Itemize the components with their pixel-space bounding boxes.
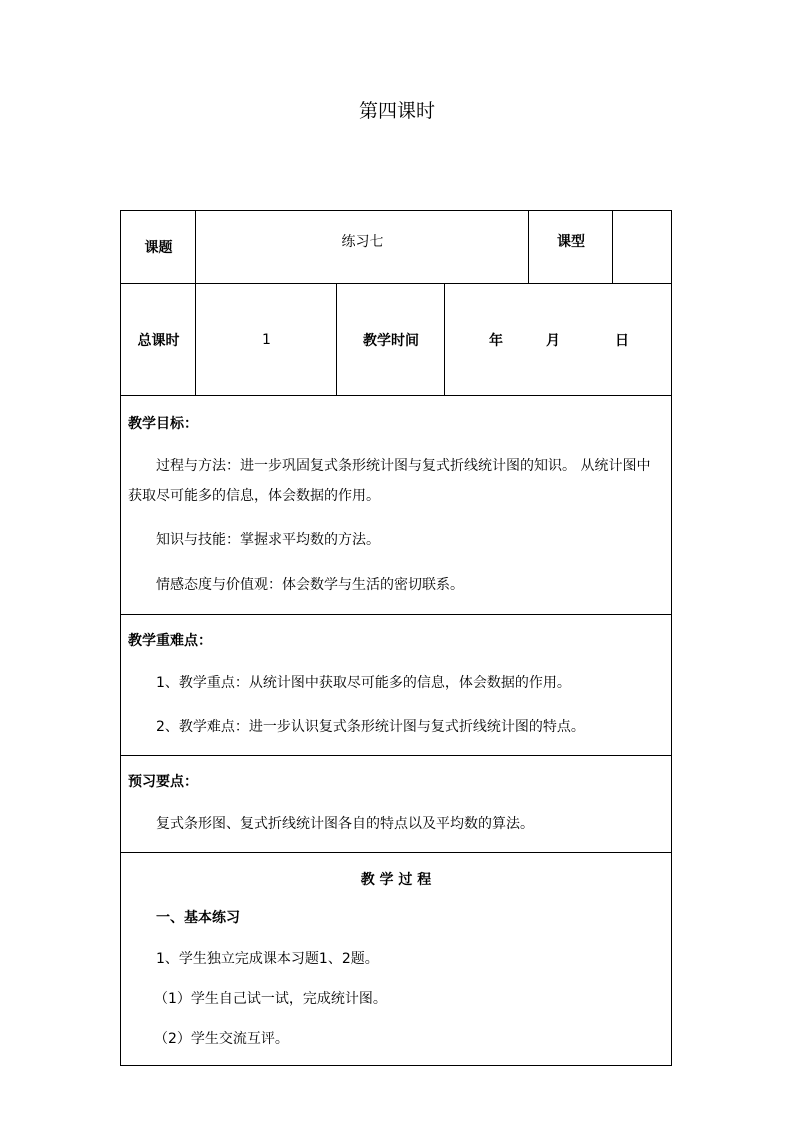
total-hours-label: 总课时 xyxy=(137,333,180,349)
process-item-1: 1、学生独立完成课本习题1、2题。 xyxy=(156,951,379,967)
key-point-focus: 1、教学重点：从统计图中获取尽可能多的信息，体会数据的作用。 xyxy=(156,675,571,691)
row1-divider-2 xyxy=(528,211,529,283)
lesson-plan-table xyxy=(120,210,672,1066)
objective-process-method-cont: 获取尽可能多的信息，体会数据的作用。 xyxy=(128,488,380,504)
process-heading: 教 学 过 程 xyxy=(360,872,432,888)
row2-divider-2 xyxy=(444,284,445,396)
topic-label: 课题 xyxy=(144,240,173,256)
objective-process-method: 过程与方法：进一步巩固复式条形统计图与复式折线统计图的知识。 从统计图中 xyxy=(156,458,651,474)
key-point-difficulty: 2、教学难点：进一步认识复式条形统计图与复式折线统计图的特点。 xyxy=(156,719,585,735)
preview-heading: 预习要点： xyxy=(128,774,198,790)
process-part-basic-practice: 一、基本练习 xyxy=(156,910,240,926)
preview-section xyxy=(121,756,671,852)
preview-text: 复式条形图、复式折线统计图各自的特点以及平均数的算法。 xyxy=(156,816,534,832)
teaching-time-label: 教学时间 xyxy=(363,333,419,349)
topic-value: 练习七 xyxy=(341,234,384,250)
objectives-heading: 教学目标： xyxy=(128,416,198,432)
row2-divider-1 xyxy=(336,284,337,396)
objective-emotion-values: 情感态度与价值观：体会数学与生活的密切联系。 xyxy=(156,577,464,593)
total-hours-value: 1 xyxy=(262,332,271,348)
key-points-section xyxy=(121,615,671,755)
objectives-section xyxy=(121,396,671,614)
date-month: 月 xyxy=(546,333,560,349)
process-sub-item-2: （2）学生交流互评。 xyxy=(154,1031,289,1047)
date-year: 年 xyxy=(489,333,503,349)
process-sub-item-1: （1）学生自己试一试，完成统计图。 xyxy=(154,991,387,1007)
date-day: 日 xyxy=(615,333,629,349)
process-section xyxy=(121,853,671,1065)
teaching-date xyxy=(445,284,671,396)
key-points-heading: 教学重难点： xyxy=(128,633,212,649)
lesson-type-value xyxy=(613,211,671,283)
row1-divider-3 xyxy=(612,211,613,283)
page-title: 第四课时 xyxy=(358,100,435,122)
lesson-type-label: 课型 xyxy=(557,234,585,250)
objective-knowledge-skill: 知识与技能：掌握求平均数的方法。 xyxy=(156,532,380,548)
